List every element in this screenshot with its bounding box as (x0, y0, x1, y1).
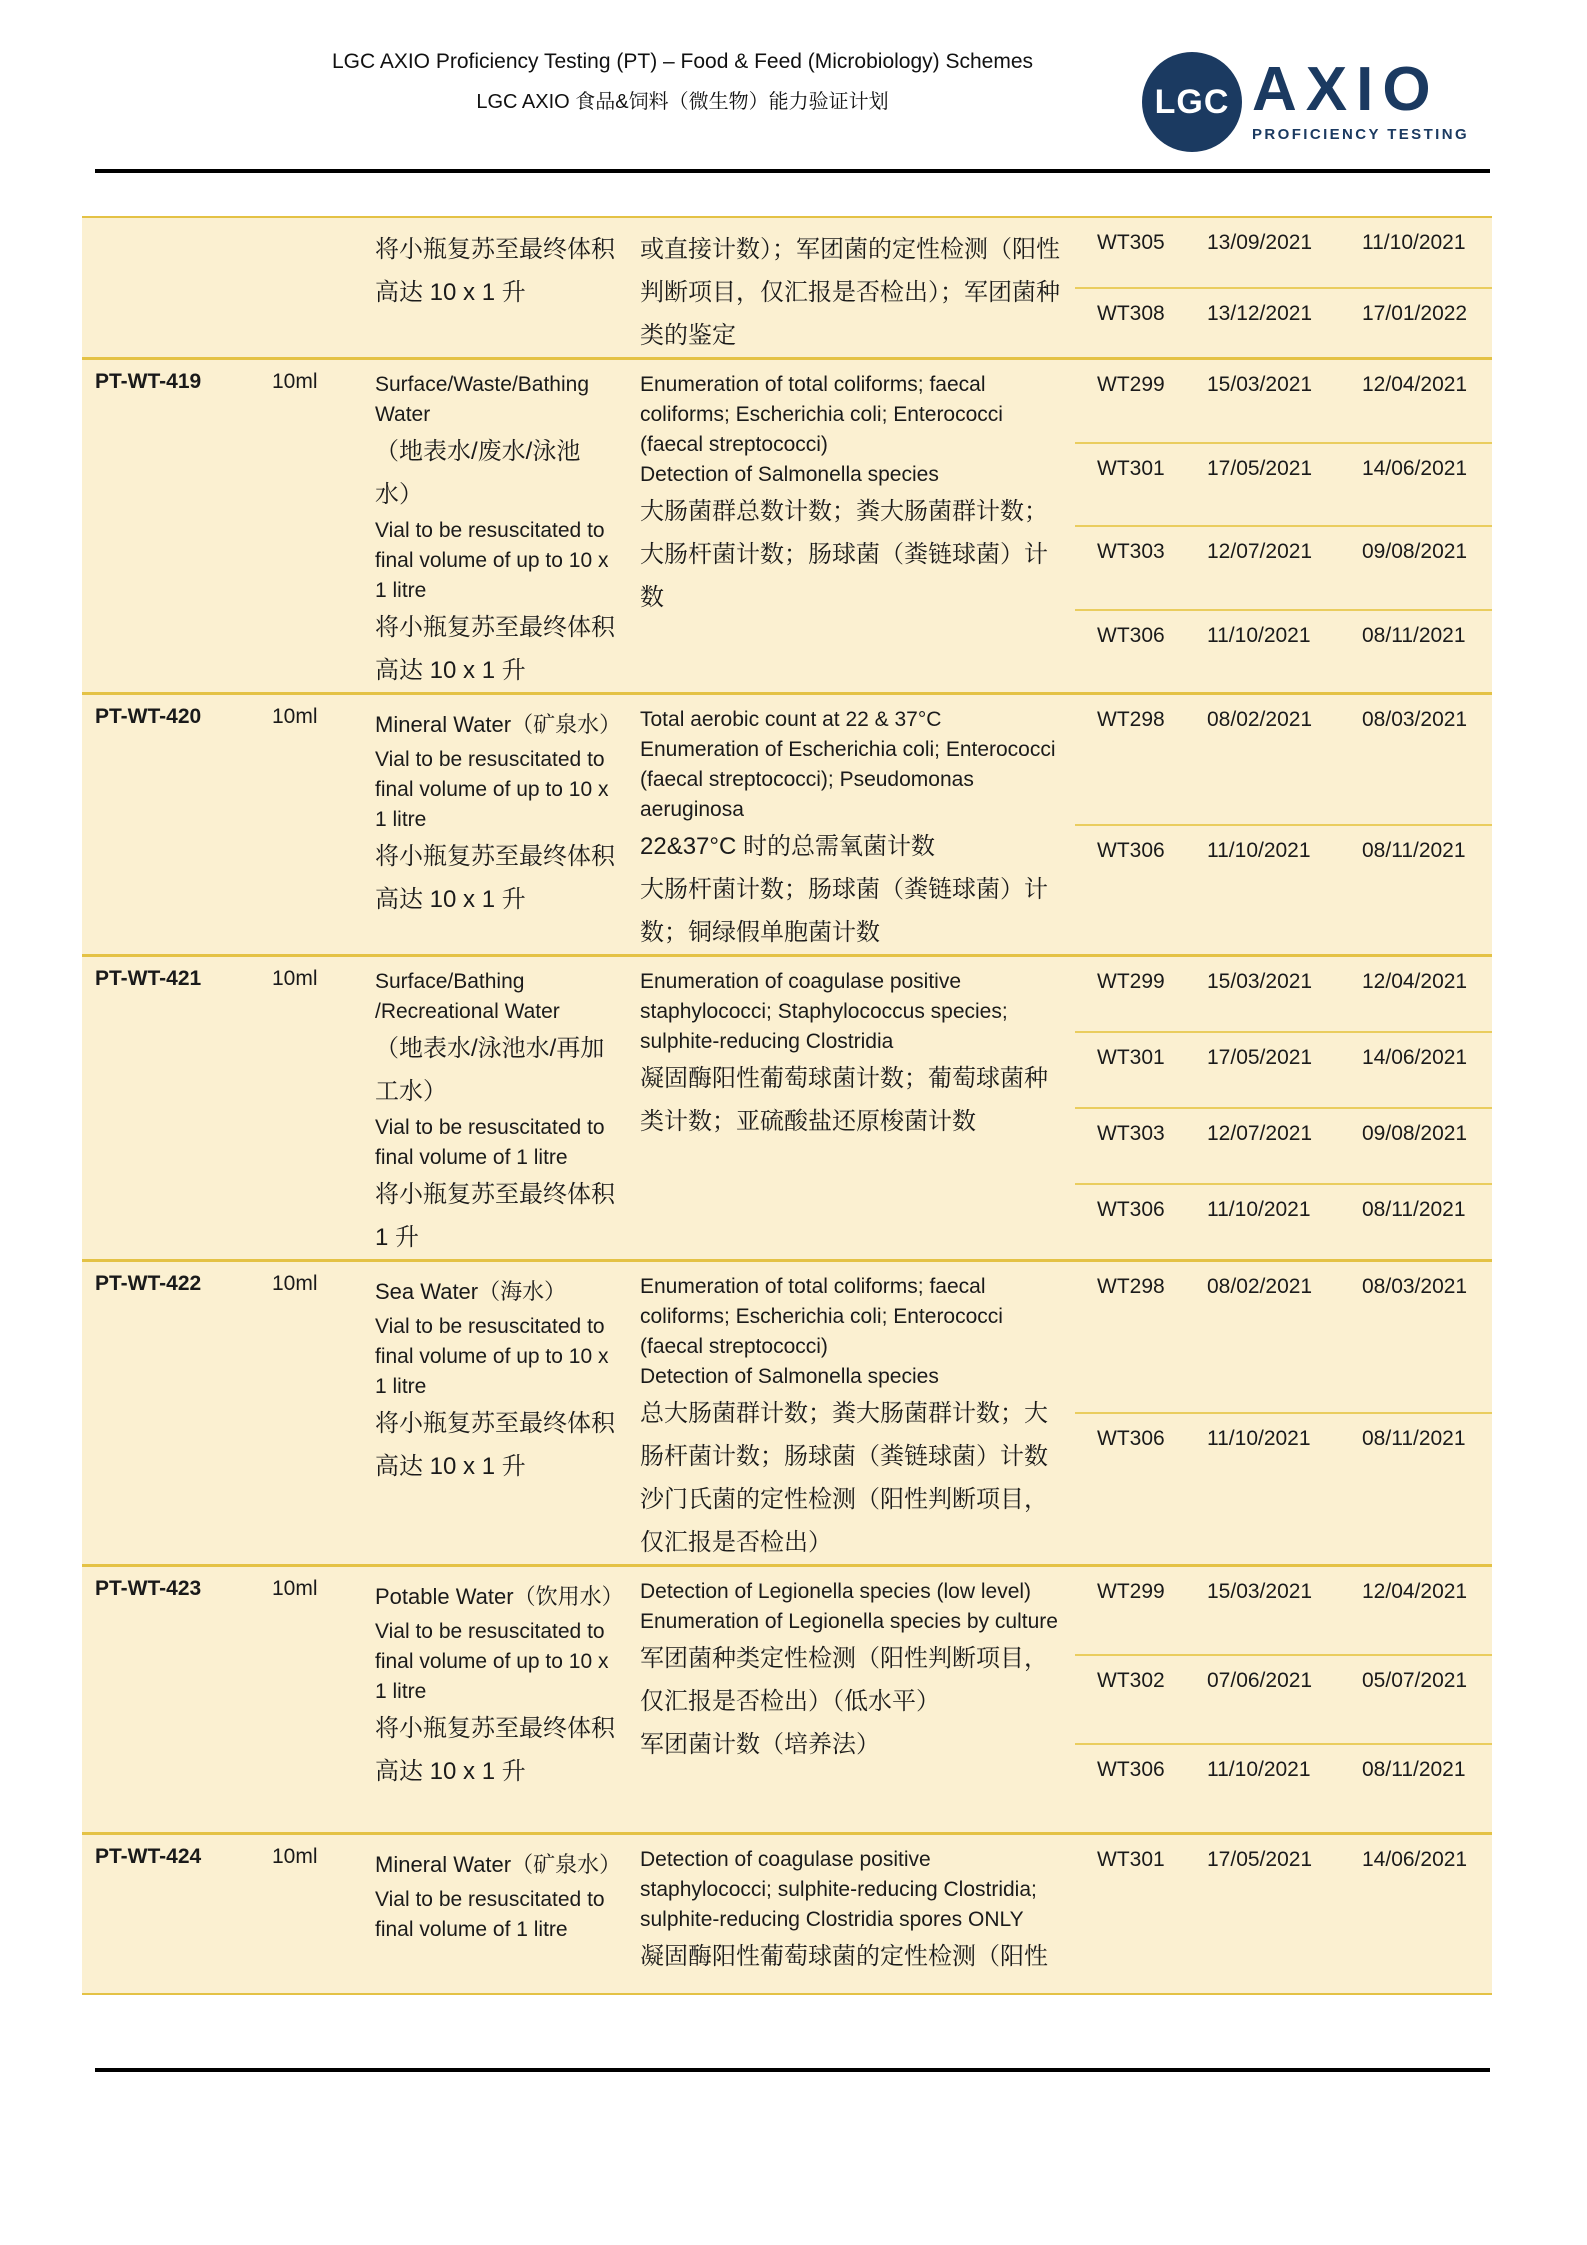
tests-description-cell (630, 1567, 1075, 1832)
round-row (1075, 957, 1492, 1031)
text-segment: Detection of Salmonella species (640, 1365, 939, 1388)
text-segment: 凝固酶阳性葡萄球菌的定性检测（阳性 (640, 1943, 1048, 1970)
text-segment: （地表水/泳池水/再加工水） (375, 1035, 605, 1105)
round-code: WT298 (1097, 1275, 1165, 1298)
scheme-code-cell: PT-WT-423 (95, 1577, 202, 1600)
scheme-code-cell (82, 218, 272, 357)
text-segment: Surface/Bathing /Recreational Water (375, 970, 560, 1023)
table-row (82, 1259, 1492, 1564)
results-date: 08/11/2021 (1362, 1758, 1466, 1781)
text-segment: （地表水/废水/泳池水） (375, 438, 581, 508)
sample-volume-cell: 10ml (272, 1845, 318, 1868)
dispatch-date: 11/10/2021 (1207, 623, 1311, 647)
round-code: WT305 (1097, 231, 1165, 254)
text-segment: Vial to be resuscitated to final volume of up to 10 x 1 litre (375, 748, 609, 831)
results-date: 08/03/2021 (1362, 708, 1468, 731)
round-code: WT302 (1097, 1669, 1165, 1692)
round-row (1075, 287, 1492, 358)
table-row (82, 357, 1492, 692)
round-code: WT303 (1097, 1122, 1165, 1145)
text-segment: 22&37°C 时的总需氧菌计数 (640, 833, 935, 860)
dispatch-date: 17/05/2021 (1207, 1848, 1313, 1871)
rounds-cell (1075, 957, 1492, 1259)
results-date: 12/04/2021 (1362, 1580, 1468, 1603)
round-row (1075, 1743, 1492, 1832)
results-date: 05/07/2021 (1362, 1669, 1468, 1692)
rounds-cell (1075, 218, 1492, 357)
rounds-cell (1075, 1835, 1492, 1993)
round-row (1075, 695, 1492, 824)
round-row (1075, 442, 1492, 526)
results-date: 08/03/2021 (1362, 1275, 1468, 1298)
round-code: WT299 (1097, 970, 1165, 993)
text-segment: 沙门氏菌的定性检测（阳性判断项目，仅汇报是否检出） (640, 1486, 1048, 1556)
dispatch-date: 15/03/2021 (1207, 373, 1313, 396)
tests-description-cell (630, 957, 1075, 1259)
text-segment: Detection of coagulase positive staphylococci; sulphite-reducing Clostridia; sulphite-reducing Clostridia spores ONLY (640, 1848, 1037, 1931)
rounds-cell (1075, 1262, 1492, 1564)
results-date: 08/11/2021 (1362, 1198, 1466, 1221)
table-row (82, 1832, 1492, 1993)
sample-type-cell (362, 1262, 630, 1564)
round-code: WT299 (1097, 1580, 1165, 1603)
text-segment: Enumeration of total coliforms; faecal coliforms; Escherichia coli; Enterococci (faecal streptococci) (640, 373, 1003, 456)
lgc-logo-circle-icon (1142, 52, 1242, 152)
dispatch-date: 07/06/2021 (1207, 1669, 1313, 1692)
text-segment: 或直接计数）；军团菌的定性检测（阳性判断项目，仅汇报是否检出）；军团菌种类的鉴定 (640, 236, 1060, 349)
dispatch-date: 08/02/2021 (1207, 1275, 1313, 1298)
text-segment: Enumeration of Escherichia coli; Enterococci (faecal streptococci); Pseudomonas aeruginosa (640, 738, 1056, 821)
text-segment: Mineral Water（矿泉水） (375, 712, 622, 737)
round-row (1075, 1262, 1492, 1412)
round-row (1075, 360, 1492, 442)
round-code: WT306 (1097, 1758, 1165, 1781)
sample-volume-cell: 10ml (272, 1577, 318, 1600)
text-segment: 将小瓶复苏至最终体积高达 10 x 1 升 (375, 1410, 615, 1480)
results-date: 08/11/2021 (1362, 838, 1466, 862)
scheme-code-cell: PT-WT-420 (95, 705, 202, 728)
round-code: WT299 (1097, 373, 1165, 396)
scheme-code-cell: PT-WT-419 (95, 370, 202, 393)
results-date: 08/11/2021 (1362, 623, 1466, 647)
text-segment: Detection of Legionella species (low level) (640, 1580, 1032, 1603)
sample-volume-cell: 10ml (272, 705, 318, 728)
dispatch-date: 11/10/2021 (1207, 1198, 1311, 1221)
table-row (82, 692, 1492, 954)
text-segment: Vial to be resuscitated to final volume of up to 10 x 1 litre (375, 1315, 609, 1398)
text-segment: Mineral Water（矿泉水） (375, 1852, 622, 1877)
text-segment: Vial to be resuscitated to final volume of up to 10 x 1 litre (375, 519, 609, 602)
results-date: 14/06/2021 (1362, 1046, 1468, 1069)
scheme-code-cell: PT-WT-424 (95, 1845, 202, 1868)
text-segment: Surface/Waste/Bathing Water (375, 373, 589, 426)
round-row (1075, 1835, 1492, 1993)
axio-brand-subtitle: PROFICIENCY TESTING (1252, 126, 1470, 143)
round-row (1075, 1654, 1492, 1743)
round-row (1075, 1107, 1492, 1183)
text-segment: Potable Water（饮用水） (375, 1584, 624, 1609)
round-row (1075, 218, 1492, 287)
text-segment: 大肠杆菌计数；肠球菌（粪链球菌）计数；铜绿假单胞菌计数 (640, 876, 1048, 946)
sample-type-cell (362, 957, 630, 1259)
dispatch-date: 17/05/2021 (1207, 1046, 1313, 1069)
table-row (82, 218, 1492, 357)
results-date: 14/06/2021 (1362, 1848, 1468, 1871)
text-segment: Vial to be resuscitated to final volume of 1 litre (375, 1116, 605, 1169)
axio-logo (1142, 52, 1469, 152)
text-segment: Sea Water（海水） (375, 1279, 567, 1304)
round-row (1075, 1567, 1492, 1654)
sample-volume-cell: 10ml (272, 1272, 318, 1295)
tests-description-cell (630, 1835, 1075, 1993)
round-row (1075, 525, 1492, 609)
round-code: WT301 (1097, 456, 1165, 480)
sample-type-cell (362, 218, 630, 357)
sample-type-cell (362, 1567, 630, 1832)
sample-volume-cell: 10ml (272, 370, 318, 393)
text-segment: 凝固酶阳性葡萄球菌计数；葡萄球菌种类计数；亚硫酸盐还原梭菌计数 (640, 1065, 1048, 1135)
round-code: WT308 (1097, 301, 1165, 325)
dispatch-date: 13/12/2021 (1207, 301, 1313, 325)
tests-description-cell (630, 695, 1075, 954)
text-segment: Total aerobic count at 22 & 37°C (640, 708, 942, 731)
text-segment: Enumeration of total coliforms; faecal coliforms; Escherichia coli; Enterococci (faecal streptococci) (640, 1275, 1003, 1358)
text-segment: 军团菌计数（培养法） (640, 1731, 880, 1758)
header-title-zh: LGC AXIO 食品&饲料（微生物）能力验证计划 (476, 91, 889, 113)
results-date: 08/11/2021 (1362, 1427, 1466, 1450)
sample-type-cell (362, 695, 630, 954)
dispatch-date: 12/07/2021 (1207, 1122, 1313, 1145)
round-code: WT301 (1097, 1848, 1165, 1871)
round-code: WT301 (1097, 1046, 1165, 1069)
text-segment: 将小瓶复苏至最终体积高达 10 x 1 升 (375, 614, 615, 684)
dispatch-date: 15/03/2021 (1207, 970, 1313, 993)
dispatch-date: 08/02/2021 (1207, 708, 1313, 731)
results-date: 17/01/2022 (1362, 301, 1468, 325)
round-code: WT303 (1097, 540, 1165, 563)
sample-type-cell (362, 1835, 630, 1993)
round-code: WT298 (1097, 708, 1165, 731)
round-row (1075, 1412, 1492, 1564)
text-segment: Enumeration of coagulase positive staphylococci; Staphylococcus species; sulphite-reducing Clostridia (640, 970, 1008, 1053)
table-row (82, 954, 1492, 1259)
page-header (95, 50, 1270, 114)
table-row (82, 1564, 1492, 1832)
results-date: 12/04/2021 (1362, 373, 1468, 396)
text-segment: Vial to be resuscitated to final volume of up to 10 x 1 litre (375, 1620, 609, 1703)
header-title-en: LGC AXIO Proficiency Testing (PT) – Food & Feed (Microbiology) Schemes (331, 50, 1034, 73)
dispatch-date: 11/10/2021 (1207, 838, 1311, 862)
schemes-table-body (82, 216, 1492, 1995)
lgc-logo-text: LGC (1154, 82, 1230, 121)
sample-type-cell (362, 360, 630, 692)
dispatch-date: 12/07/2021 (1207, 540, 1313, 563)
round-row (1075, 1031, 1492, 1107)
tests-description-cell (630, 360, 1075, 692)
text-segment: 将小瓶复苏至最终体积 1 升 (375, 1181, 615, 1251)
round-code: WT306 (1097, 1198, 1165, 1221)
dispatch-date: 13/09/2021 (1207, 231, 1313, 254)
text-segment: 大肠菌群总数计数；粪大肠菌群计数；大肠杆菌计数；肠球菌（粪链球菌）计数 (640, 498, 1048, 611)
header-rule (95, 169, 1490, 173)
round-row (1075, 609, 1492, 693)
footer-rule (95, 2068, 1490, 2072)
scheme-code-cell: PT-WT-421 (95, 967, 202, 990)
dispatch-date: 17/05/2021 (1207, 456, 1313, 480)
results-date: 12/04/2021 (1362, 970, 1468, 993)
round-code: WT306 (1097, 1427, 1165, 1450)
round-row (1075, 824, 1492, 955)
text-segment: 总大肠菌群计数；粪大肠菌群计数；大肠杆菌计数；肠球菌（粪链球菌）计数 (640, 1400, 1048, 1470)
scheme-code-cell: PT-WT-422 (95, 1272, 202, 1295)
results-date: 09/08/2021 (1362, 1122, 1468, 1145)
tests-description-cell (630, 1262, 1075, 1564)
results-date: 09/08/2021 (1362, 540, 1468, 563)
round-code: WT306 (1097, 623, 1165, 647)
axio-brand-text: AXIO (1252, 55, 1440, 124)
results-date: 11/10/2021 (1362, 231, 1466, 254)
text-segment: Vial to be resuscitated to final volume of 1 litre (375, 1888, 605, 1941)
text-segment: Detection of Salmonella species (640, 463, 939, 486)
rounds-cell (1075, 360, 1492, 692)
round-row (1075, 1183, 1492, 1259)
rounds-cell (1075, 1567, 1492, 1832)
dispatch-date: 15/03/2021 (1207, 1580, 1313, 1603)
rounds-cell (1075, 695, 1492, 954)
text-segment: 将小瓶复苏至最终体积高达 10 x 1 升 (375, 236, 615, 306)
results-date: 14/06/2021 (1362, 456, 1468, 480)
text-segment: 将小瓶复苏至最终体积高达 10 x 1 升 (375, 1715, 615, 1785)
text-segment: 军团菌种类定性检测（阳性判断项目，仅汇报是否检出）（低水平） (640, 1645, 1048, 1715)
text-segment: 将小瓶复苏至最终体积高达 10 x 1 升 (375, 843, 615, 913)
dispatch-date: 11/10/2021 (1207, 1758, 1311, 1781)
dispatch-date: 11/10/2021 (1207, 1427, 1311, 1450)
text-segment: Enumeration of Legionella species by culture (640, 1610, 1058, 1633)
sample-volume-cell (272, 218, 362, 357)
sample-volume-cell: 10ml (272, 967, 318, 990)
round-code: WT306 (1097, 838, 1165, 862)
tests-description-cell (630, 218, 1075, 357)
